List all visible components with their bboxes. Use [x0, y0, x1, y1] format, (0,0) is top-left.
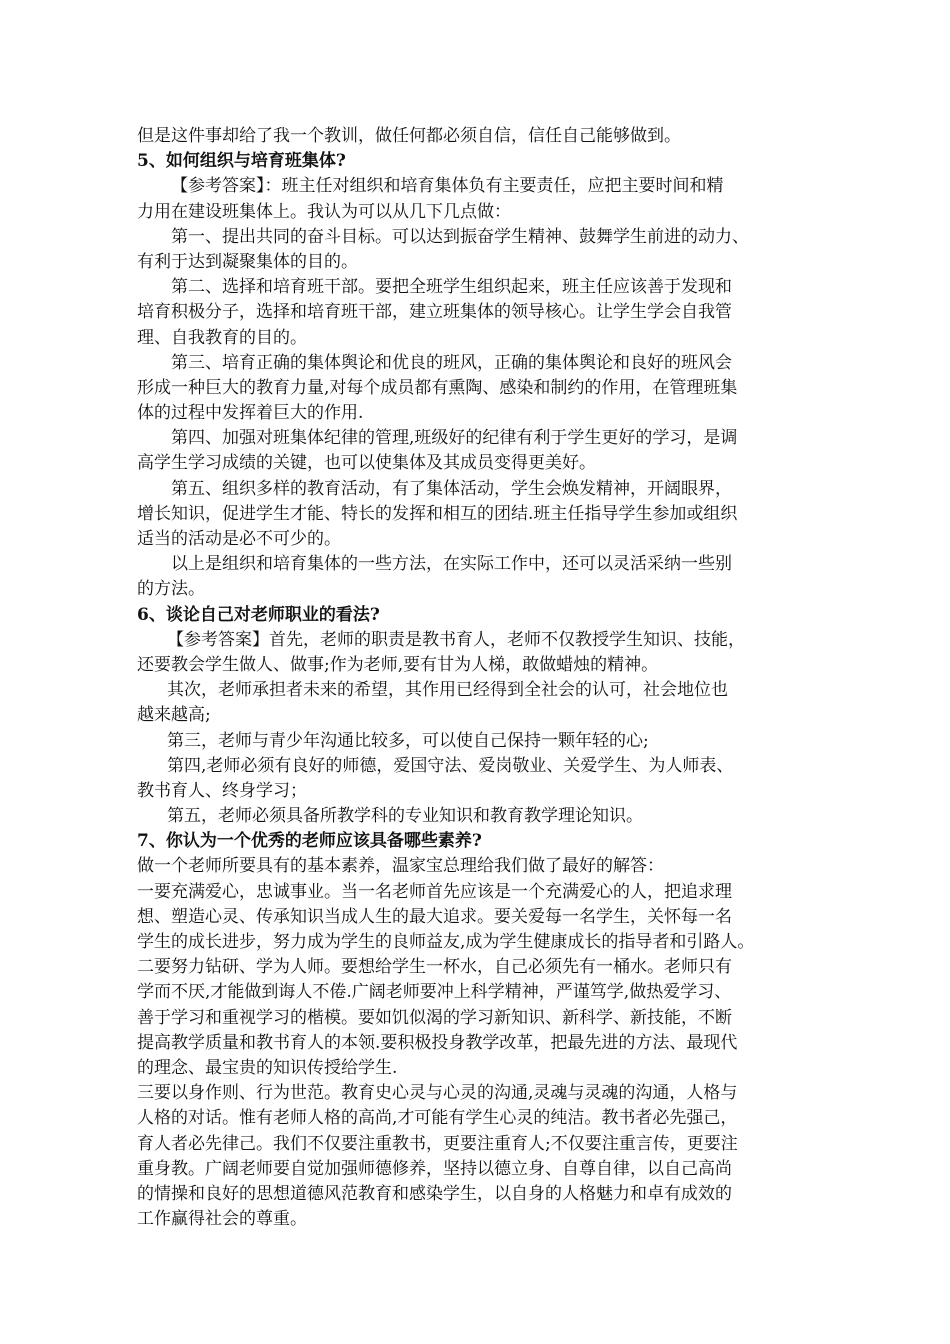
text-line: 力用在建设班集体上。我认为可以从几下几点做：	[137, 201, 511, 222]
text-line: 有利于达到凝聚集体的目的。	[137, 251, 358, 272]
text-line: 的方法。	[137, 579, 205, 600]
text-line: 重身教。广阔老师要自觉加强师德修养，坚持以德立身、自尊自律，以自己高尚	[137, 1158, 732, 1179]
text-line: 工作赢得社会的尊重。	[137, 1209, 307, 1230]
text-line: 【参考答案】：班主任对组织和培育集体负有主要责任，应把主要时间和精	[171, 176, 724, 197]
section-heading: 6、谈论自己对老师职业的看法?	[137, 604, 380, 625]
text-line: 第三、培育正确的集体舆论和优良的班风，正确的集体舆论和良好的班风会	[171, 352, 732, 373]
text-line: 体的过程中发挥着巨大的作用.	[137, 403, 364, 424]
text-line: 高学生学习成绩的关键，也可以使集体及其成员变得更美好。	[137, 453, 596, 474]
text-line: 第五，老师必须具备所教学科的专业知识和教育教学理论知识。	[167, 806, 643, 827]
text-line: 适当的活动是必不可少的。	[137, 529, 341, 549]
text-line: 其次，老师承担者未来的希望，其作用已经得到全社会的认可，社会地位也	[167, 680, 728, 701]
text-line: 人格的对话。惟有老师人格的高尚,才可能有学生心灵的纯洁。教书者必先强己，	[137, 1108, 738, 1129]
text-line: 学而不厌,才能做到诲人不倦.广阔老师要冲上科学精神，严谨笃学,做热爱学习、	[137, 982, 732, 1003]
document-page	[137, 124, 837, 1232]
text-line: 第四,老师必须有良好的师德，爱国守法、爱岗敬业、关爱学生、为人师表、	[167, 755, 734, 776]
text-line: 第四、加强对班集体纪律的管理,班级好的纪律有利于学生更好的学习，是调	[171, 428, 738, 449]
text-line: 第一、提出共同的奋斗目标。可以达到振奋学生精神、鼓舞学生前进的动力、	[171, 226, 749, 247]
text-line: 想、塑造心灵、传承知识当成人生的最大追求。要关爱每一名学生，关怀每一名	[137, 906, 732, 927]
text-line: 以上是组织和培育集体的一些方法，在实际工作中，还可以灵活采纳一些别	[171, 554, 732, 575]
text-line: 理、自我教育的目的。	[137, 327, 307, 348]
text-line: 的理念、最宝贵的知识传授给学生.	[137, 1057, 398, 1078]
text-line: 一要充满爱心，忠诚事业。当一名老师首先应该是一个充满爱心的人，把追求理	[137, 881, 732, 902]
text-line: 提高教学质量和教书育人的本领.要积极投身教学改革，把最先进的方法、最现代	[137, 1032, 738, 1053]
text-line: 第三，老师与青少年沟通比较多，可以使自己保持一颗年轻的心;	[167, 730, 649, 751]
text-line: 培育积极分子，选择和培育班干部，建立班集体的领导核心。让学生学会自我管	[137, 302, 732, 323]
text-line: 教书育人、终身学习；	[137, 780, 307, 801]
text-line: 还要教会学生做人、做事;作为老师,要有甘为人梯，敢做蜡烛的精神。	[137, 654, 659, 675]
section-heading: 7、你认为一个优秀的老师应该具备哪些素养?	[137, 831, 482, 852]
text-line: 但是这件事却给了我一个教训，做任何都必须自信，信任自己能够做到。	[137, 126, 681, 146]
text-line: 第二、选择和培育班干部。要把全班学生组织起来，班主任应该善于发现和	[171, 277, 732, 298]
text-line: 二要努力钻研、学为人师。要想给学生一杯水，自己必须先有一桶水。老师只有	[137, 957, 732, 978]
text-line: 越来越高;	[137, 705, 211, 726]
text-line: 学生的成长进步，努力成为学生的良师益友,成为学生健康成长的指导者和引路人。	[137, 932, 755, 952]
text-line: 第五、组织多样的教育活动，有了集体活动，学生会焕发精神，开阔眼界，	[171, 478, 732, 499]
text-line: 的情操和良好的思想道德风范教育和感染学生，以自身的人格魅力和卓有成效的	[137, 1183, 732, 1204]
text-line: 形成一种巨大的教育力量,对每个成员都有熏陶、感染和制约的作用，在管理班集	[137, 377, 738, 398]
text-line: 做一个老师所要具有的基本素养，温家宝总理给我们做了最好的解答：	[137, 856, 664, 877]
text-line: 【参考答案】首先，老师的职责是教书育人，老师不仅教授学生知识、技能，	[167, 629, 745, 650]
text-line: 增长知识，促进学生才能、特长的发挥和相互的团结.班主任指导学生参加或组织	[137, 503, 738, 524]
text-line: 善于学习和重视学习的楷模。要如饥似渴的学习新知识、新科学、新技能，不断	[137, 1007, 732, 1028]
text-line: 三要以身作则、行为世范。教育史心灵与心灵的沟通,灵魂与灵魂的沟通，人格与	[137, 1083, 738, 1104]
section-heading: 5、如何组织与培育班集体?	[137, 151, 346, 172]
text-line: 育人者必先律己。我们不仅要注重教书，更要注重育人;不仅要注重言传，更要注	[137, 1133, 738, 1154]
